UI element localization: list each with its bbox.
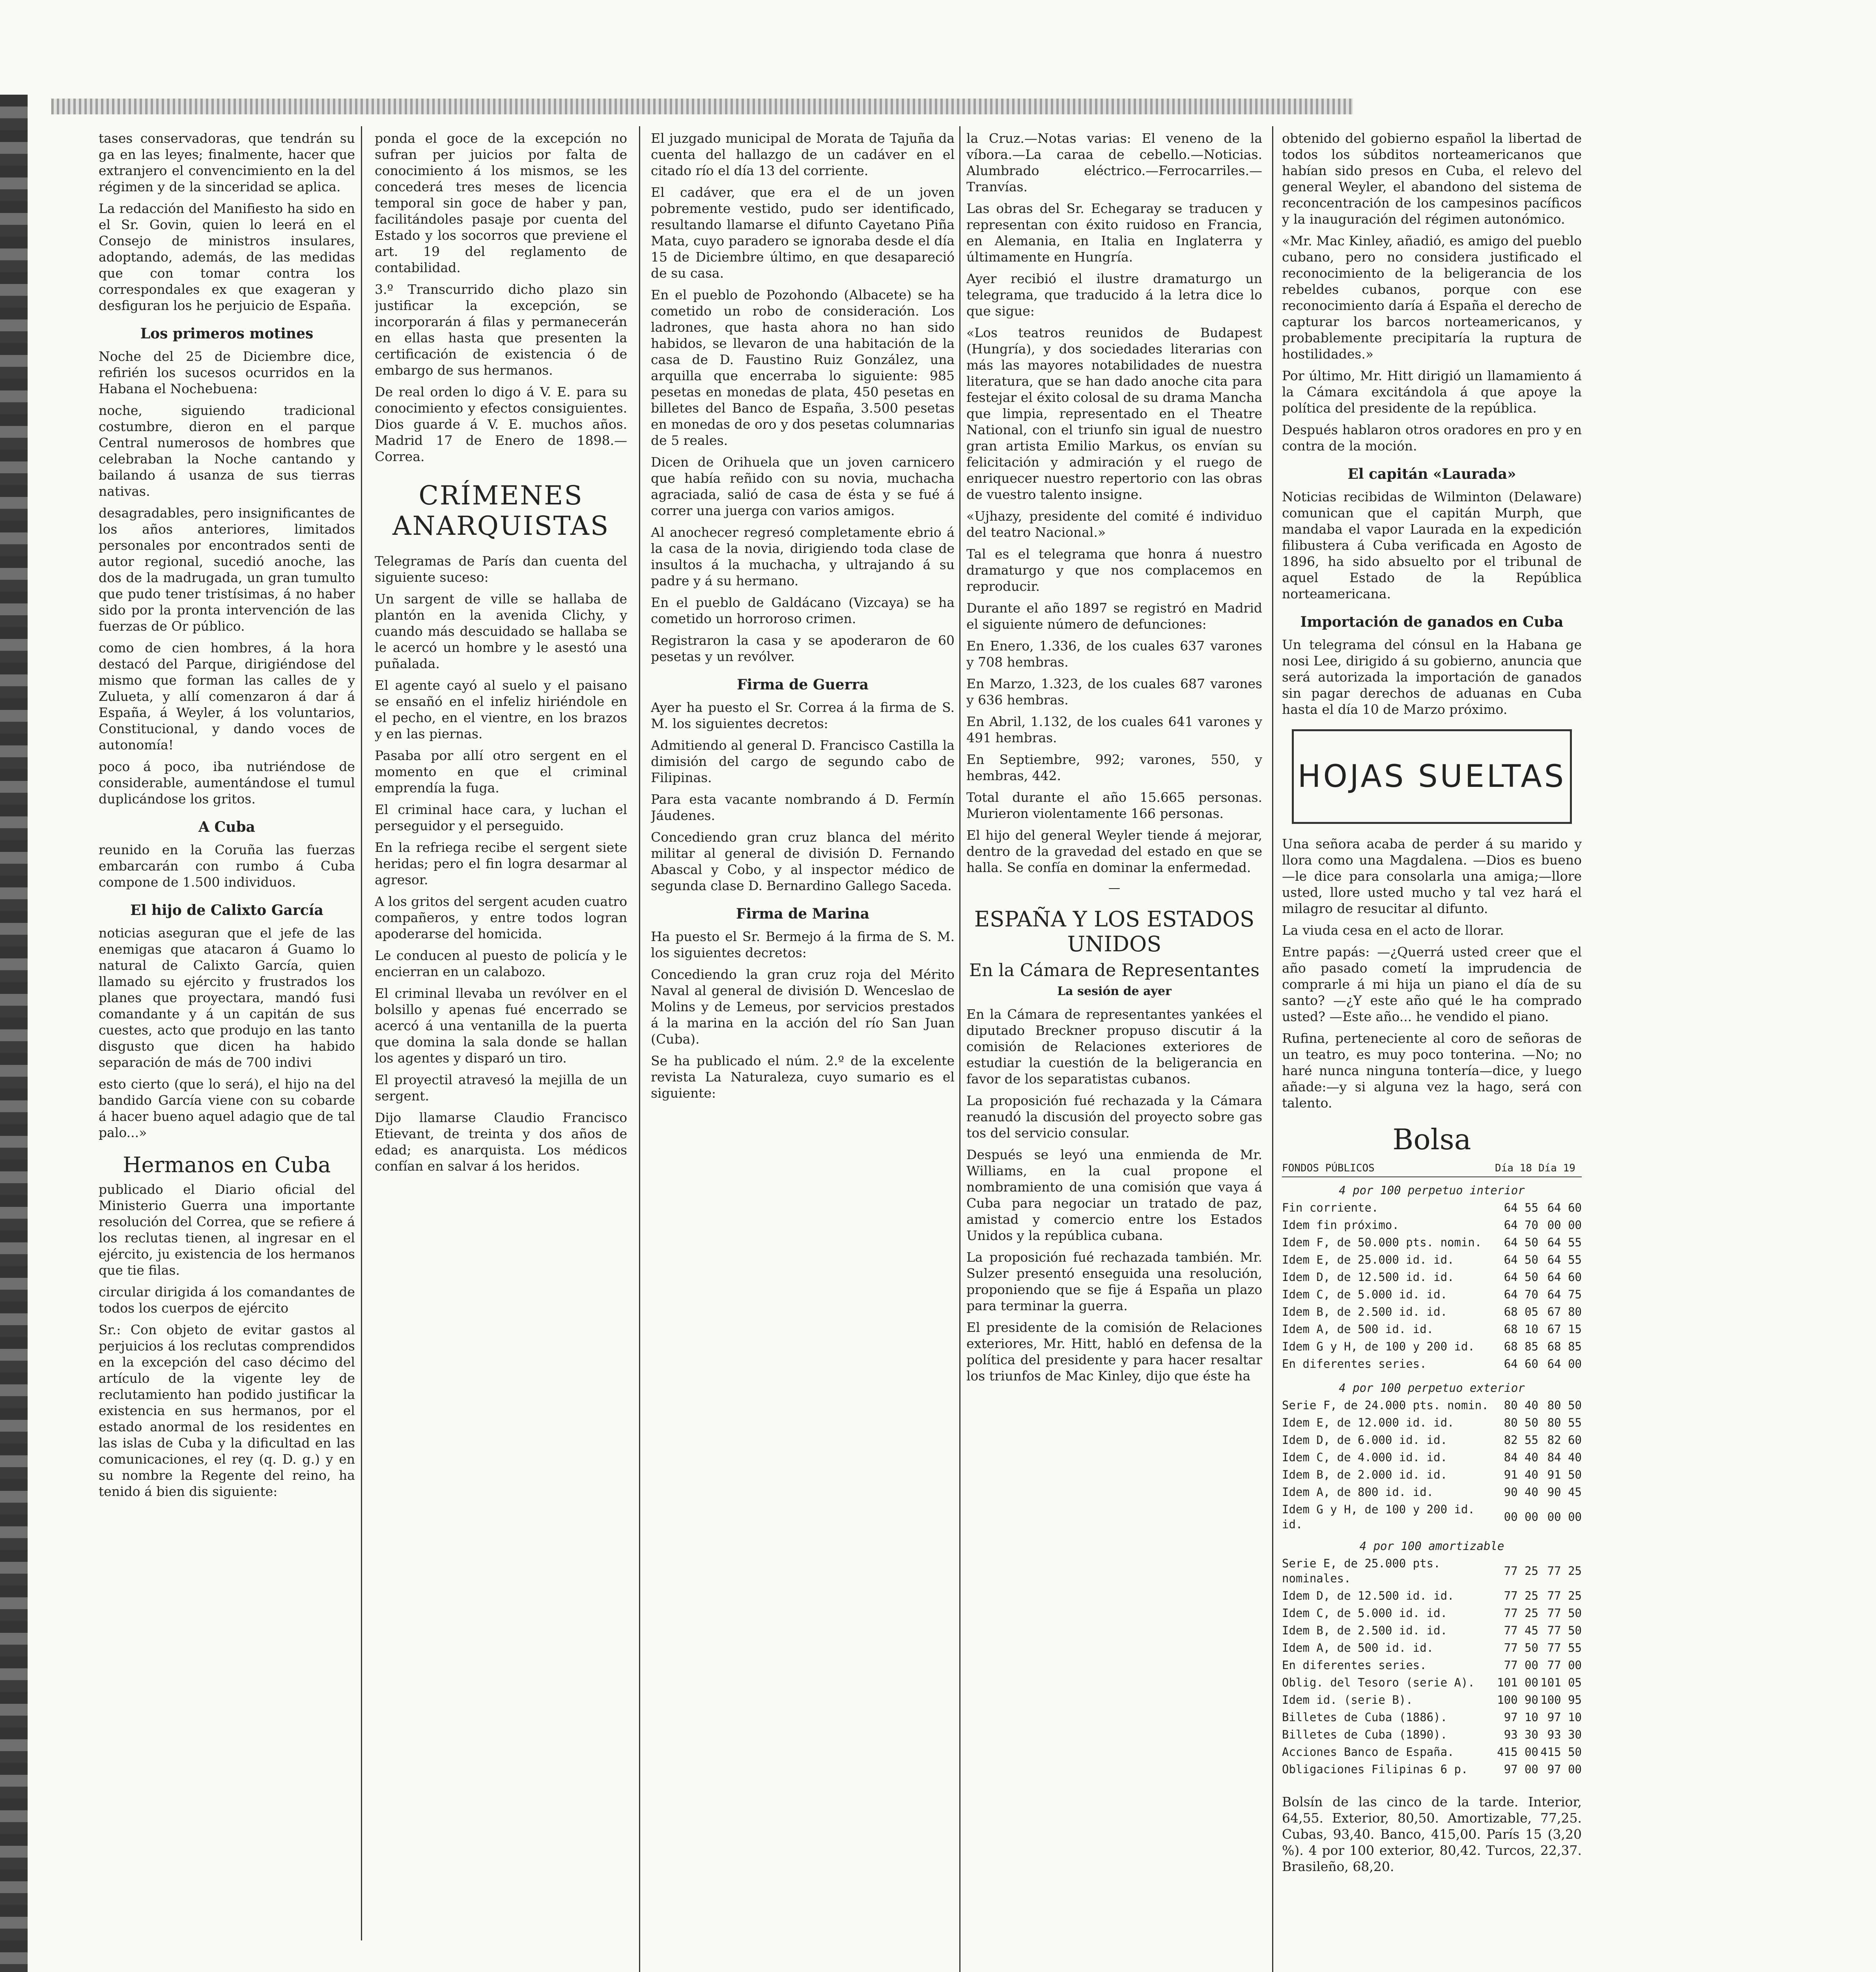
cell: 80 50 bbox=[1504, 1416, 1538, 1429]
paragraph: La proposición fué rechazada y la Cámara reanudó la discusión del proyecto sobre gas tos del servicio consular. bbox=[966, 1093, 1262, 1141]
bolsa-heading: Bolsa bbox=[1392, 1123, 1471, 1156]
paragraph: En Marzo, 1.323, de los cuales 687 varones y 636 hembras. bbox=[966, 676, 1262, 708]
cell: 77 50 bbox=[1504, 1641, 1538, 1655]
cell: 97 10 bbox=[1504, 1711, 1538, 1724]
paragraph: Para esta vacante nombrando á D. Fermín Jáudenes. bbox=[651, 792, 955, 823]
cell: 84 40 bbox=[1504, 1451, 1538, 1464]
table-row bbox=[1282, 1622, 1582, 1639]
table-row bbox=[1282, 1604, 1582, 1622]
cell: 82 55 bbox=[1504, 1433, 1538, 1447]
paragraph: noche, siguiendo tradicional costumbre, dieron en el parque Central numerosos de hombres que celebraban la Noche cantando y bailando á usanza de sus tierras nativas. bbox=[99, 403, 355, 499]
table-section-row bbox=[1282, 1177, 1582, 1199]
paragraph: Noche del 25 de Diciembre dice, refirién los sucesos ocurridos en la Habana el Nochebuena: bbox=[99, 349, 355, 396]
cell: 64 55 bbox=[1547, 1236, 1582, 1249]
table-row bbox=[1282, 1338, 1582, 1355]
cell: Billetes de Cuba (1890). bbox=[1282, 1728, 1448, 1741]
paragraph: En Enero, 1.336, de los cuales 637 varones y 708 hembras. bbox=[966, 638, 1262, 670]
paragraph: El presidente de la comisión de Relaciones exteriores, Mr. Hitt, habló en defensa de la política del presidente y para hacer resaltar los triunfos de Mac Kinley, dijo que éste ha bbox=[966, 1320, 1262, 1384]
cell: 64 60 bbox=[1504, 1357, 1538, 1371]
table-row bbox=[1282, 1431, 1582, 1449]
table-row bbox=[1282, 1656, 1582, 1674]
cell: Idem C, de 5.000 id. id. bbox=[1282, 1606, 1448, 1620]
paragraph: La viuda cesa en el acto de llorar. bbox=[1282, 923, 1504, 938]
paragraph: Registraron la casa y se apoderaron de 60 pesetas y un revólver. bbox=[651, 633, 955, 664]
cell: 100 95 bbox=[1540, 1693, 1582, 1707]
paragraph: «Mr. Mac Kinley, añadió, es amigo del pueblo cubano, pero no considera justificado el reconocimiento de la beligerancia de los rebeldes cubanos, porque con ese reconocimiento daría á España el derecho de capturar los barcos norteamericanos, y probablemente precipitaría la ruptura de hostilidades.» bbox=[1282, 233, 1582, 362]
cell: 80 55 bbox=[1547, 1416, 1582, 1429]
table-section-row bbox=[1282, 1533, 1582, 1555]
table-row bbox=[1282, 1726, 1582, 1743]
paragraph: Concediendo la gran cruz roja del Mérito Naval al general de división D. Wenceslao de Molins y de Lemeus, por servicios prestados á la marina en la acción del río San Juan (Cuba). bbox=[651, 967, 955, 1047]
table-row bbox=[1282, 1709, 1582, 1726]
cell: 77 25 bbox=[1504, 1589, 1538, 1602]
cell: 77 50 bbox=[1547, 1624, 1582, 1637]
hojas-sueltas-banner: HOJAS SUELTAS bbox=[1292, 729, 1572, 824]
heading: Firma de Guerra bbox=[737, 676, 869, 693]
table-row bbox=[1282, 1639, 1582, 1656]
paragraph: 3.º Transcurrido dicho plazo sin justificar la excepción, se incorporarán á filas y permanecerán en ellas hasta que presenten la certificación de existencia ó de embargo de sus hermanos. bbox=[375, 282, 627, 378]
paragraph: Le conducen al puesto de policía y le encierran en un calabozo. bbox=[375, 948, 627, 979]
table-row bbox=[1282, 1303, 1582, 1320]
paragraph: poco á poco, iba nutriéndose de considerable, aumentándose el tumul duplicándose los gritos. bbox=[99, 759, 355, 807]
paragraph: El cadáver, que era el de un joven pobremente vestido, pudo ser identificado, resultando llamarse el difunto Cayetano Piña Mata, cuyo paradero se ignoraba desde el día 15 de Diciembre último, en que desapareció de su casa. bbox=[651, 185, 955, 281]
cell: 97 00 bbox=[1504, 1763, 1538, 1776]
cell: Oblig. del Tesoro (serie A). bbox=[1282, 1676, 1475, 1689]
cell: 80 50 bbox=[1547, 1399, 1582, 1412]
table-row bbox=[1282, 1234, 1582, 1251]
paragraph: Tal es el telegrama que honra á nuestro dramaturgo y que nos complacemos en reproducir. bbox=[966, 546, 1262, 594]
cell: Fin corriente. bbox=[1282, 1201, 1379, 1214]
column-2 bbox=[375, 130, 627, 1972]
section-label: 4 por 100 perpetuo exterior bbox=[1339, 1381, 1525, 1395]
cell: 77 25 bbox=[1504, 1606, 1538, 1620]
paragraph: Se ha publicado el núm. 2.º de la excelente revista La Naturaleza, cuyo sumario es el siguiente: bbox=[651, 1053, 955, 1101]
table-row bbox=[1282, 1449, 1582, 1466]
table-row bbox=[1282, 1483, 1582, 1501]
section-label: 4 por 100 perpetuo interior bbox=[1339, 1184, 1525, 1197]
table-row bbox=[1282, 1286, 1582, 1303]
cell: 80 40 bbox=[1504, 1399, 1538, 1412]
paragraph: noticias aseguran que el jefe de las enemigas que atacaron á Guamo lo natural de Calixto García, quien llamado su ejército y frustrados los planes que proyectara, mandó fusi comandante y á un capitán de sus cuestes, acto que produjo en las tanto disgusto que dicen ha habido separación de más de 700 indivi bbox=[99, 925, 355, 1070]
paragraph: obtenido del gobierno español la libertad de todos los súbditos norteamericanos que habían sido presos en Cuba, el relevo del general Weyler, el abandono del sistema de reconcentración de los campesinos pacíficos y la inauguración del régimen autonómico. bbox=[1282, 131, 1582, 227]
heading: Importación de ganados en Cuba bbox=[1300, 614, 1564, 630]
paragraph: Bolsín de las cinco de la tarde. Interior, 64,55. Exterior, 80,50. Amortizable, 77,25. Cubas, 93,40. Banco, 415,00. París 15 (3,20 %). 4 por 100 exterior, 80,42. Turcos, 22,37. Brasileño, 68,20. bbox=[1282, 1794, 1582, 1874]
paragraph: Una señora acaba de perder á su marido y llora como una Magdalena. —Dios es bueno—le dice para consolarla una amiga;—llore usted, llore usted mucho y tal vez hará el milagro de resucitar al difunto. bbox=[1282, 836, 1582, 916]
paragraph: En el pueblo de Pozohondo (Albacete) se ha cometido un robo de consideración. Los ladrones, que hasta ahora no han sido habidos, se llevaron de una habitación de la casa de D. Faustino Ruiz González, una arquilla que encerraba lo siguiente: 985 pesetas en monedas de plata, 450 pesetas en billetes del Banco de España, 3.500 pesetas en monedas de oro y dos pesetas columnarias de 5 reales. bbox=[651, 287, 955, 448]
cell: 91 50 bbox=[1547, 1468, 1582, 1481]
column-header: Día 18 bbox=[1495, 1160, 1538, 1177]
paragraph: Por último, Mr. Hitt dirigió un llamamiento á la Cámara excitándola á que apoye la política del presidente de la república. bbox=[1282, 368, 1582, 416]
paragraph: esto cierto (que lo será), el hijo na del bandido García viene con su cobarde á hacer bueno aquel adagio que de tal palo...» bbox=[99, 1076, 355, 1140]
paragraph: Un sargent de ville se hallaba de plantón en la avenida Clichy, y cuando más descuidado se hallaba se le acercó un hombre y le asestó una puñalada. bbox=[375, 591, 627, 671]
table-row bbox=[1282, 1743, 1582, 1761]
column-4 bbox=[966, 130, 1262, 1972]
cell: 68 85 bbox=[1547, 1340, 1582, 1353]
cell: Idem C, de 4.000 id. id. bbox=[1282, 1451, 1448, 1464]
paragraph: Ayer recibió el ilustre dramaturgo un telegrama, que traducido á la letra dice lo que sigue: bbox=[966, 271, 1262, 319]
cell: 77 55 bbox=[1547, 1641, 1582, 1655]
paragraph: En Abril, 1.132, de los cuales 641 varones y 491 hembras. bbox=[966, 714, 1262, 745]
cell: 64 50 bbox=[1504, 1236, 1538, 1249]
cell: Billetes de Cuba (1886). bbox=[1282, 1711, 1448, 1724]
table-row bbox=[1282, 1397, 1582, 1414]
table-row bbox=[1282, 1268, 1582, 1286]
cell: 90 45 bbox=[1547, 1485, 1582, 1499]
cell: 68 85 bbox=[1504, 1340, 1538, 1353]
paragraph: circular dirigida á los comandantes de todos los cuerpos de ejército bbox=[99, 1284, 355, 1316]
cell: 97 00 bbox=[1547, 1763, 1582, 1776]
subheading-small: La sesión de ayer bbox=[1057, 984, 1172, 998]
cell: Idem B, de 2.500 id. id. bbox=[1282, 1305, 1448, 1318]
paragraph: El criminal hace cara, y luchan el perseguidor y el perseguido. bbox=[375, 802, 627, 833]
paragraph: El criminal llevaba un revólver en el bolsillo y apenas fué encerrado se acercó á una ventanilla de la puerta que domina la sala donde se hallan los agentes y disparó un tiro. bbox=[375, 986, 627, 1066]
paragraph: Las obras del Sr. Echegaray se traducen y representan con éxito ruidoso en Francia, en Alemania, en Italia en Inglaterra y últimamente en Hungría. bbox=[966, 201, 1262, 265]
cell: Idem E, de 25.000 id. id. bbox=[1282, 1253, 1454, 1266]
cell: 64 55 bbox=[1504, 1201, 1538, 1214]
cell: Idem fin próximo. bbox=[1282, 1218, 1399, 1232]
cell: 93 30 bbox=[1547, 1728, 1582, 1741]
column-rule bbox=[361, 126, 362, 1940]
cell: Idem D, de 6.000 id. id. bbox=[1282, 1433, 1448, 1447]
table-row bbox=[1282, 1355, 1582, 1373]
table-row bbox=[1282, 1555, 1582, 1587]
cell: Idem C, de 5.000 id. id. bbox=[1282, 1288, 1448, 1301]
paragraph: Sr.: Con objeto de evitar gastos al perjuicios á los reclutas comprendidos en la excepción del caso décimo del artículo de la vigente ley de reclutamiento han podido justificar la existencia en sus hermanos, por el estado anormal de los residentes en las islas de Cuba y la dificultad en las comunicaciones, el rey (q. D. g.) y en su nombre la Regente del reino, ha tenido á bien dis siguiente: bbox=[99, 1322, 355, 1499]
column-5 bbox=[1282, 130, 1582, 1972]
paragraph: Al anochecer regresó completamente ebrio á la casa de la novia, dirigiendo toda clase de insultos á la muchacha, y ultrajando á su padre y á su hermano. bbox=[651, 525, 955, 588]
cell: 64 50 bbox=[1504, 1270, 1538, 1284]
cell: 101 00 bbox=[1497, 1676, 1538, 1689]
paragraph: desagradables, pero insignificantes de los años anteriores, limitados personales por encontrados senti de autor regional, sucedió anoche, las dos de la madrugada, un gran tumulto que pudo tener tristísimas, á no haber sido por la pronta intervención de las fuerzas de Or público. bbox=[99, 505, 355, 634]
column-rule bbox=[639, 126, 640, 1972]
table-row bbox=[1282, 1414, 1582, 1431]
cell: Acciones Banco de España. bbox=[1282, 1745, 1454, 1759]
cell: 97 10 bbox=[1547, 1711, 1582, 1724]
column-3 bbox=[651, 130, 955, 1972]
paragraph: «Los teatros reunidos de Budapest (Hungría), y dos sociedades literarias con más las mayores notabilidades de nuestra literatura, que se han dado anoche cita para festejar el éxito colosal de su drama Mancha que limpia, representado en el Theatre National, con el triunfo sin igual de nuestro gran artista Emilio Markus, os envían su felicitación y admiración y el ruego de enriquecer nuestro repertorio con las obras de vuestro talento insigne. bbox=[966, 325, 1262, 502]
cell: 77 45 bbox=[1504, 1624, 1538, 1637]
cell: Serie E, de 25.000 pts. nominales. bbox=[1282, 1557, 1441, 1585]
cell: 77 25 bbox=[1547, 1589, 1582, 1602]
cell: Idem B, de 2.500 id. id. bbox=[1282, 1624, 1448, 1637]
cell: 64 50 bbox=[1504, 1253, 1538, 1266]
cell: 64 55 bbox=[1547, 1253, 1582, 1266]
heading-large: Hermanos en Cuba bbox=[123, 1152, 331, 1177]
torn-top-edge bbox=[51, 99, 1353, 114]
cell: 90 40 bbox=[1504, 1485, 1538, 1499]
table-section-row bbox=[1282, 1375, 1582, 1397]
cell: 93 30 bbox=[1504, 1728, 1538, 1741]
paragraph: Noticias recibidas de Wilminton (Delaware) comunican que el capitán Murph, que mandaba el vapor Laurada en la expedición filibustera á Cuba verificada en Agosto de 1896, ha sido absuelto por el tribunal de aquel Estado de la República norteamericana. bbox=[1282, 489, 1582, 601]
heading-large: ESPAÑA Y LOS ESTADOS UNIDOS bbox=[974, 907, 1255, 956]
paragraph: reunido en la Coruña las fuerzas embarcarán con rumbo á Cuba compone de 1.500 individuos. bbox=[99, 842, 355, 890]
paragraph: Durante el año 1897 se registró en Madrid el siguiente número de defunciones: bbox=[966, 600, 1262, 632]
paragraph: Dicen de Orihuela que un joven carnicero que había reñido con su novia, muchacha agraciada, salió de casa de ésta y se fué á correr una juerga con varios amigos. bbox=[651, 454, 955, 518]
heading: Firma de Marina bbox=[736, 906, 870, 922]
cell: 00 00 bbox=[1547, 1218, 1582, 1232]
table-row bbox=[1282, 1587, 1582, 1604]
cell: 82 60 bbox=[1547, 1433, 1582, 1447]
table-row bbox=[1282, 1199, 1582, 1216]
heading-large: CRÍMENES ANARQUISTAS bbox=[392, 480, 610, 541]
cell: 67 80 bbox=[1547, 1305, 1582, 1318]
stock-table bbox=[1282, 1160, 1582, 1778]
cell: Idem A, de 800 id. id. bbox=[1282, 1485, 1434, 1499]
cell: 84 40 bbox=[1547, 1451, 1582, 1464]
heading: El hijo de Calixto García bbox=[130, 902, 323, 919]
paragraph: Ayer ha puesto el Sr. Correa á la firma de S. M. los siguientes decretos: bbox=[651, 700, 955, 731]
paragraph: «Ujhazy, presidente del comité é individuo del teatro Nacional.» bbox=[966, 508, 1262, 540]
cell: 67 15 bbox=[1547, 1322, 1582, 1336]
paragraph: Pasaba por allí otro sergent en el momento en que el criminal emprendía la fuga. bbox=[375, 748, 627, 796]
separator: — bbox=[1108, 881, 1120, 895]
paragraph: la Cruz.—Notas varias: El veneno de la víbora.—La caraa de cebello.—Noticias. Alumbrado eléctrico.—Ferrocarriles.—Tranvías. bbox=[966, 131, 1262, 194]
table-row bbox=[1282, 1251, 1582, 1268]
cell: 64 60 bbox=[1547, 1270, 1582, 1284]
paragraph: En la refriega recibe el sergent siete heridas; pero el fin logra desarmar al agresor. bbox=[375, 840, 627, 887]
cell: 77 25 bbox=[1547, 1564, 1582, 1578]
paragraph: Ha puesto el Sr. Bermejo á la firma de S. M. los siguientes decretos: bbox=[651, 929, 955, 960]
paragraph: tases conservadoras, que tendrán su ga en las leyes; finalmente, hacer que extranjero el convencimiento en la del régimen y de la sinceridad se aplica. bbox=[99, 131, 355, 194]
cell: Idem D, de 12.500 id. id. bbox=[1282, 1589, 1454, 1602]
paragraph: La proposición fué rechazada también. Mr. Sulzer presentó enseguida una resolución, proponiendo que se fije á España un plazo para terminar la guerra. bbox=[966, 1249, 1262, 1313]
paragraph: Telegramas de París dan cuenta del siguiente suceso: bbox=[375, 553, 627, 585]
cell: 100 90 bbox=[1497, 1693, 1538, 1707]
column-header: Día 19 bbox=[1538, 1160, 1582, 1177]
paragraph: En Septiembre, 992; varones, 550, y hembras, 442. bbox=[966, 752, 1262, 783]
cell: 77 00 bbox=[1547, 1658, 1582, 1672]
paragraph: Dijo llamarse Claudio Francisco Etievant, de treinta y dos años de edad; es anarquista. Los médicos confían en salvar á los heridos. bbox=[375, 1110, 627, 1174]
section-label: 4 por 100 amortizable bbox=[1359, 1539, 1504, 1553]
cell: 77 25 bbox=[1504, 1564, 1538, 1578]
table-row bbox=[1282, 1501, 1582, 1533]
cell: 415 50 bbox=[1540, 1745, 1582, 1759]
cell: 101 05 bbox=[1540, 1676, 1582, 1689]
paragraph: Rufina, perteneciente al coro de señoras de un teatro, es muy poco tonterina. —No; no haré nunca ninguna tontería—dice, y luego añade:—y si alguna vez la hago, será con talento. bbox=[1282, 1031, 1582, 1111]
dark-scan-edge bbox=[0, 95, 28, 1972]
paragraph: Un telegrama del cónsul en la Habana ge nosi Lee, dirigido á su gobierno, anuncia que será autorizada la importación de ganados sin pagar derechos de aduanas en Cuba hasta el día 10 de Marzo próximo. bbox=[1282, 637, 1582, 717]
table-row bbox=[1282, 1674, 1582, 1691]
cell: Serie F, de 24.000 pts. nomin. bbox=[1282, 1399, 1489, 1412]
heading: El capitán «Laurada» bbox=[1347, 466, 1516, 482]
column-1 bbox=[99, 130, 355, 1972]
paragraph: Después hablaron otros oradores en pro y en contra de la moción. bbox=[1282, 422, 1582, 454]
paragraph: Admitiendo al general D. Francisco Castilla la dimisión del cargo de segundo cabo de Filipinas. bbox=[651, 738, 955, 785]
cell: En diferentes series. bbox=[1282, 1357, 1427, 1371]
cell: Idem E, de 12.000 id. id. bbox=[1282, 1416, 1454, 1429]
cell: Obligaciones Filipinas 6 p. bbox=[1282, 1763, 1468, 1776]
cell: Idem A, de 500 id. id. bbox=[1282, 1322, 1434, 1336]
paragraph: El hijo del general Weyler tiende á mejorar, dentro de la gravedad del estado en que se halla. Se confía en dominar la enfermedad. bbox=[966, 827, 1262, 875]
table-row bbox=[1282, 1320, 1582, 1338]
paragraph: En el pueblo de Galdácano (Vizcaya) se ha cometido un horroroso crimen. bbox=[651, 595, 955, 626]
paragraph: Después se leyó una enmienda de Mr. Williams, en la cual propone el nombramiento de una comisión que vaya á Cuba para negociar un tratado de paz, amistad y comercio entre los Estados Unidos y la república cubana. bbox=[966, 1147, 1262, 1243]
paragraph: De real orden lo digo á V. E. para su conocimiento y efectos consiguientes. Dios guarde á V. E. muchos años. Madrid 17 de Enero de 1898.—Correa. bbox=[375, 384, 627, 464]
table-row bbox=[1282, 1466, 1582, 1483]
cell: Idem A, de 500 id. id. bbox=[1282, 1641, 1434, 1655]
column-header: FONDOS PÚBLICOS bbox=[1282, 1160, 1495, 1177]
cell: 64 70 bbox=[1504, 1218, 1538, 1232]
table-row bbox=[1282, 1761, 1582, 1778]
table-row bbox=[1282, 1216, 1582, 1234]
paragraph: El agente cayó al suelo y el paisano se ensañó en el infeliz hiriéndole en el pecho, en el vientre, en los brazos y en las piernas. bbox=[375, 678, 627, 741]
paragraph: A los gritos del sergent acuden cuatro compañeros, y entre todos logran apoderarse del homicida. bbox=[375, 894, 627, 941]
cell: 00 00 bbox=[1547, 1510, 1582, 1524]
cell: Idem id. (serie B). bbox=[1282, 1693, 1413, 1707]
paragraph: Concediendo gran cruz blanca del mérito militar al general de división D. Fernando Abascal y Cobo, y al inspector médico de segunda clase D. Bernardino Gallego Saceda. bbox=[651, 829, 955, 893]
cell: 91 40 bbox=[1504, 1468, 1538, 1481]
cell: 64 75 bbox=[1547, 1288, 1582, 1301]
paragraph: La redacción del Manifiesto ha sido en el Sr. Govin, quien lo leerá en el Consejo de ministros insulares, adoptando, además, de las medidas que con tomar contra los correspondales ex que exageran y desfiguran los he perjuicio de España. bbox=[99, 201, 355, 313]
cell: 68 05 bbox=[1504, 1305, 1538, 1318]
column-rule bbox=[959, 126, 960, 1972]
cell: 64 00 bbox=[1547, 1357, 1582, 1371]
cell: 77 50 bbox=[1547, 1606, 1582, 1620]
subheading: En la Cámara de Representantes bbox=[969, 960, 1259, 980]
cell: Idem G y H, de 100 y 200 id. bbox=[1282, 1340, 1475, 1353]
cell: 64 60 bbox=[1547, 1201, 1582, 1214]
cell: 77 00 bbox=[1504, 1658, 1538, 1672]
paragraph: Entre papás: —¿Querrá usted creer que el año pasado cometí la imprudencia de comprarle á mi hija un piano el día de su santo? —¿Y este año qué le ha comprado usted? —Este año... he vendido el piano. bbox=[1282, 944, 1582, 1024]
paragraph: Total durante el año 15.665 personas. Murieron violentamente 166 personas. bbox=[966, 790, 1262, 821]
table-row bbox=[1282, 1691, 1582, 1709]
cell: 00 00 bbox=[1504, 1510, 1538, 1524]
column-rule bbox=[1272, 126, 1273, 1972]
cell: Idem B, de 2.000 id. id. bbox=[1282, 1468, 1448, 1481]
cell: 68 10 bbox=[1504, 1322, 1538, 1336]
paragraph: En la Cámara de representantes yankées el diputado Breckner propuso discutir á la comisión de Relaciones exteriores de estudiar la cuestión de la beligerancia en favor de los separatistas cubanos. bbox=[966, 1007, 1262, 1087]
heading: Los primeros motines bbox=[140, 325, 314, 342]
paragraph: publicado el Diario oficial del Ministerio Guerra una importante resolución del Correa, que se refiere á los reclutas tienen, al ingresar en el ejército, ju existencia de los hermanos que tie filas. bbox=[99, 1182, 355, 1278]
cell: 64 70 bbox=[1504, 1288, 1538, 1301]
cell: 415 00 bbox=[1497, 1745, 1538, 1759]
paragraph: El juzgado municipal de Morata de Tajuña da cuenta del hallazgo de un cadáver en el citado río el día 13 del corriente. bbox=[651, 131, 955, 178]
cell: Idem G y H, de 100 y 200 id. id. bbox=[1282, 1503, 1475, 1531]
table-header bbox=[1282, 1160, 1582, 1177]
cell: En diferentes series. bbox=[1282, 1658, 1427, 1672]
cell: Idem D, de 12.500 id. id. bbox=[1282, 1270, 1454, 1284]
cell: Idem F, de 50.000 pts. nomin. bbox=[1282, 1236, 1482, 1249]
paragraph: ponda el goce de la excepción no sufran per juicios por falta de conocimiento á los mismos, se les concederá tres meses de licencia temporal sin goce de haber y pan, facilitándoles pasaje por cuenta del Estado y los socorros que previene el art. 19 del reglamento de contabilidad. bbox=[375, 131, 627, 275]
paragraph: como de cien hombres, á la hora destacó del Parque, dirigiéndose del mismo que forman las calles de y Zulueta, y allí comenzaron á dar á España, á Weyler, á los voluntarios, Constitucional, y dando voces de autonomía! bbox=[99, 640, 355, 753]
paragraph: El proyectil atravesó la mejilla de un sergent. bbox=[375, 1072, 627, 1104]
heading: A Cuba bbox=[198, 819, 255, 835]
